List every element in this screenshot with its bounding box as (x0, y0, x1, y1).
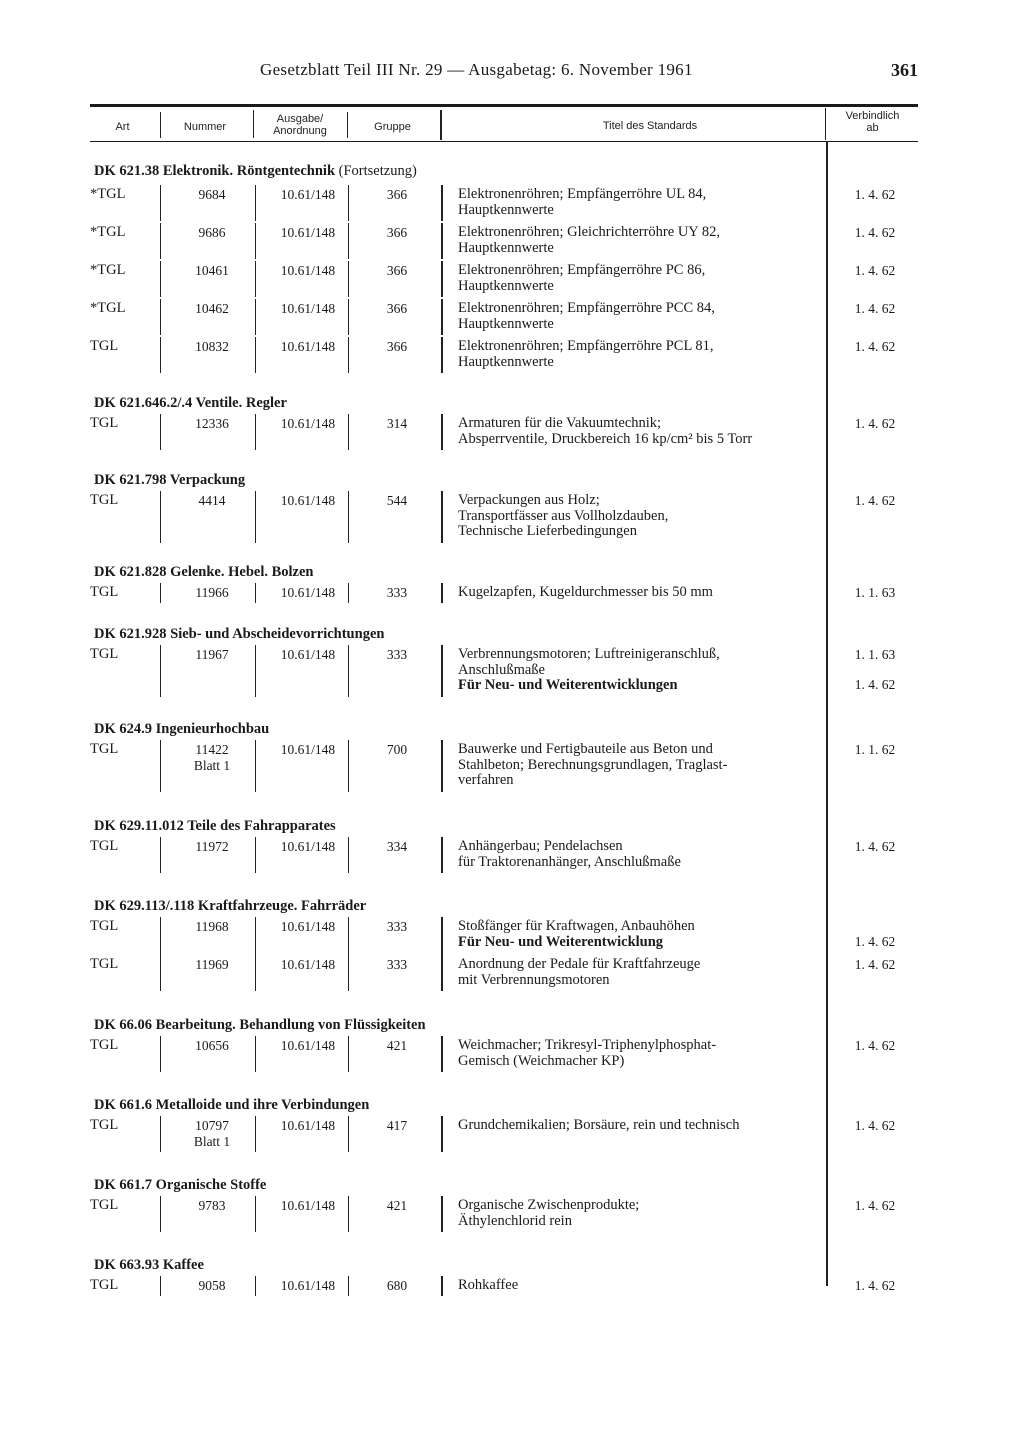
col-header-nummer: Nummer (183, 121, 227, 133)
ausgabe-cell: 10.61/148 (280, 1278, 336, 1293)
art-cell: TGL (90, 1117, 119, 1133)
titel-cell (458, 919, 828, 950)
gruppe-cell: 333 (386, 585, 408, 600)
column-separator (441, 1276, 443, 1296)
column-separator (160, 491, 161, 543)
section-title: DK 621.38 Elektronik. Röntgentechnik (94, 163, 336, 179)
gruppe-cell: 333 (386, 919, 408, 934)
titel-cell (458, 1198, 828, 1229)
column-separator (441, 337, 443, 373)
verbindlich-date: 1. 4. 62 (854, 301, 896, 316)
column-separator (441, 299, 443, 335)
section-heading (90, 1014, 918, 1036)
section-heading (90, 392, 918, 414)
column-separator (441, 261, 443, 297)
titel-line: Armaturen für die Vakuumtechnik; (458, 415, 662, 431)
column-separator (255, 261, 256, 297)
section-heading (90, 469, 918, 491)
column-separator (255, 337, 256, 373)
column-separator (255, 185, 256, 221)
section-heading (90, 561, 918, 583)
gruppe-cell: 366 (386, 301, 408, 316)
column-separator (255, 1116, 256, 1152)
column-separator (441, 1036, 443, 1072)
column-separator (348, 1116, 349, 1152)
art-cell: *TGL (90, 262, 126, 278)
section-title: DK 661.6 Metalloide und ihre Verbindungen (94, 1097, 370, 1113)
standards-section (90, 718, 918, 788)
column-separator (441, 1116, 443, 1152)
titel-cell (458, 1118, 828, 1134)
section-heading (90, 623, 918, 645)
section-title: DK 621.646.2/.4 Ventile. Regler (94, 395, 287, 411)
verbindlich-date: 1. 4. 62 (854, 1038, 896, 1053)
column-separator (160, 1196, 161, 1232)
art-cell: TGL (90, 338, 119, 354)
titel-line: Hauptkennwerte (458, 277, 554, 294)
titel-cell (458, 742, 828, 789)
verbindlich-cell (835, 585, 915, 601)
column-separator (255, 583, 256, 603)
ausgabe-cell: 10.61/148 (280, 187, 336, 202)
nummer-value: 10832 (195, 339, 229, 354)
column-separator (160, 740, 161, 792)
verbindlich-cell (835, 839, 915, 855)
column-separator (348, 491, 349, 543)
ausgabe-cell: 10.61/148 (280, 339, 336, 354)
verbindlich-cell (835, 416, 915, 432)
gruppe-cell: 366 (386, 339, 408, 354)
column-separator (255, 491, 256, 543)
section-title: DK 624.9 Ingenieurhochbau (94, 721, 270, 737)
verbindlich-cell (835, 225, 915, 241)
titel-line: Hauptkennwerte (458, 353, 554, 370)
column-separator (160, 185, 161, 221)
column-separator (160, 645, 161, 697)
column-separator (160, 337, 161, 373)
titel-line: Bauwerke und Fertigbauteile aus Beton und (458, 741, 713, 757)
nummer-value: 9783 (198, 1198, 226, 1213)
column-separator (160, 1036, 161, 1072)
col-header-ausgabe-line1: Ausgabe/ (276, 113, 324, 125)
nummer-cell (162, 1038, 262, 1054)
ausgabe-cell: 10.61/148 (280, 493, 336, 508)
art-cell: TGL (90, 1037, 119, 1053)
verbindlich-date: 1. 4. 62 (854, 416, 896, 431)
column-separator (441, 583, 443, 603)
header-divider (160, 112, 161, 138)
titel-line: Hauptkennwerte (458, 315, 554, 332)
section-heading (90, 1174, 918, 1196)
verbindlich-date: 1. 1. 63 (854, 585, 896, 600)
column-separator (255, 837, 256, 873)
column-separator (348, 740, 349, 792)
verbindlich-date: 1. 4. 62 (854, 1278, 896, 1293)
column-separator (441, 223, 443, 259)
ausgabe-cell: 10.61/148 (280, 263, 336, 278)
verbindlich-date-secondary: 1. 4. 62 (854, 934, 896, 949)
column-separator (160, 414, 161, 450)
verbindlich-date: 1. 4. 62 (854, 225, 896, 240)
column-separator (160, 837, 161, 873)
ausgabe-cell: 10.61/148 (280, 839, 336, 854)
column-separator (160, 1116, 161, 1152)
section-heading (90, 1094, 918, 1116)
verbindlich-date: 1. 1. 62 (854, 742, 896, 757)
column-separator (348, 299, 349, 335)
column-separator (348, 955, 349, 991)
art-cell: TGL (90, 584, 119, 600)
column-separator (348, 414, 349, 450)
titel-line: Absperrventile, Druckbereich 16 kp/cm² bis 5 Torr (458, 430, 753, 447)
column-separator (255, 955, 256, 991)
ausgabe-cell: 10.61/148 (280, 301, 336, 316)
standards-section (90, 623, 918, 693)
verbindlich-date-secondary: 1. 4. 62 (854, 676, 896, 692)
art-cell: TGL (90, 415, 119, 431)
gruppe-cell: 333 (386, 647, 408, 662)
column-separator (348, 1036, 349, 1072)
column-separator (441, 837, 443, 873)
column-separator (441, 645, 443, 697)
gruppe-cell: 700 (386, 742, 408, 757)
section-note: (Fortsetzung) (338, 163, 417, 179)
column-separator (255, 1276, 256, 1296)
titel-line: Anhängerbau; Pendelachsen (458, 838, 623, 854)
titel-cell (458, 187, 828, 218)
column-separator (160, 955, 161, 991)
section-heading (90, 160, 918, 182)
titel-cell (458, 416, 828, 447)
ausgabe-cell: 10.61/148 (280, 1038, 336, 1053)
art-cell: TGL (90, 918, 119, 934)
titel-line: Elektronenröhren; Empfängerröhre PC 86, (458, 262, 706, 278)
column-separator (348, 185, 349, 221)
titel-line: Anordnung der Pedale für Kraftfahrzeuge (458, 956, 701, 972)
column-separator (348, 223, 349, 259)
nummer-value: 11966 (195, 585, 229, 600)
titel-line: Hauptkennwerte (458, 201, 554, 218)
section-title: DK 629.113/.118 Kraftfahrzeuge. Fahrräder (94, 898, 367, 914)
column-separator (348, 583, 349, 603)
col-header-art: Art (115, 121, 130, 133)
column-separator (255, 1196, 256, 1232)
art-cell: TGL (90, 741, 119, 757)
titel-line: Weichmacher; Trikresyl-Triphenylphosphat- (458, 1037, 717, 1053)
column-separator (348, 1276, 349, 1296)
nummer-value: 11422 (195, 742, 229, 757)
section-title: DK 621.928 Sieb- und Abscheidevorrichtungen (94, 626, 385, 642)
nummer-value: 10461 (195, 263, 229, 278)
nummer-value: 11969 (195, 957, 229, 972)
section-title: DK 621.828 Gelenke. Hebel. Bolzen (94, 564, 314, 580)
verbindlich-cell (835, 263, 915, 279)
column-separator (441, 414, 443, 450)
column-separator (255, 740, 256, 792)
nummer-value: 12336 (195, 416, 229, 431)
verbindlich-date: 1. 4. 62 (854, 839, 896, 854)
titel-cell (458, 839, 828, 870)
titel-line: Elektronenröhren; Empfängerröhre PCC 84, (458, 300, 715, 316)
column-separator (348, 1196, 349, 1232)
column-separator (255, 645, 256, 697)
verbindlich-cell (835, 493, 915, 509)
column-separator (160, 299, 161, 335)
column-separator (160, 223, 161, 259)
verbindlich-cell (835, 301, 915, 317)
verbindlich-cell (835, 187, 915, 203)
column-separator (255, 223, 256, 259)
col-header-ausgabe-line2: Anordnung (273, 125, 327, 137)
ausgabe-cell: 10.61/148 (280, 742, 336, 757)
col-header-verbindlich (830, 110, 915, 134)
nummer-cell (162, 585, 262, 601)
nummer-cell (162, 647, 262, 663)
nummer-value: 9058 (198, 1278, 226, 1293)
art-cell: TGL (90, 838, 119, 854)
titel-cell (458, 225, 828, 256)
header-divider (253, 110, 254, 138)
titel-note-bold: Für Neu- und Weiterentwicklungen (458, 677, 678, 693)
verbindlich-cell (835, 1038, 915, 1054)
standards-section (90, 1174, 918, 1229)
gruppe-cell: 333 (386, 957, 408, 972)
nummer-cell (162, 839, 262, 855)
art-cell: *TGL (90, 300, 126, 316)
titel-line: mit Verbrennungsmotoren (458, 971, 610, 988)
nummer-value: 10462 (195, 301, 229, 316)
section-heading (90, 718, 918, 740)
ausgabe-cell: 10.61/148 (280, 1118, 336, 1133)
titel-line: Elektronenröhren; Empfängerröhre UL 84, (458, 186, 707, 202)
titel-line: Stoßfänger für Kraftwagen, Anbauhöhen (458, 918, 695, 934)
nummer-cell (162, 493, 262, 509)
art-cell: TGL (90, 646, 119, 662)
nummer-cell (162, 301, 262, 317)
column-separator (441, 740, 443, 792)
column-separator (160, 1276, 161, 1296)
header-divider (440, 110, 442, 140)
titel-cell (458, 957, 828, 988)
nummer-value: 11967 (195, 647, 229, 662)
column-separator (348, 337, 349, 373)
nummer-cell (162, 187, 262, 203)
titel-cell (458, 647, 828, 694)
verbindlich-cell (835, 1198, 915, 1214)
gruppe-cell: 417 (386, 1118, 408, 1133)
titel-line: Kugelzapfen, Kugeldurchmesser bis 50 mm (458, 584, 713, 600)
verbindlich-cell (835, 339, 915, 355)
nummer-value: 9686 (198, 225, 226, 240)
titel-line: Gemisch (Weichmacher KP) (458, 1052, 625, 1069)
standards-section (90, 815, 918, 870)
art-cell: *TGL (90, 224, 126, 240)
art-cell: *TGL (90, 186, 126, 202)
standards-section (90, 1014, 918, 1069)
verbindlich-date: 1. 4. 62 (854, 493, 896, 508)
nummer-cell (162, 957, 262, 973)
titel-line: Elektronenröhren; Gleichrichterröhre UY 82, (458, 224, 720, 240)
nummer-suffix: Blatt 1 (193, 1133, 231, 1149)
nummer-value: 11968 (195, 919, 229, 934)
verbindlich-cell (835, 919, 915, 950)
ausgabe-cell: 10.61/148 (280, 1198, 336, 1213)
nummer-cell (162, 919, 262, 935)
ausgabe-cell: 10.61/148 (280, 416, 336, 431)
nummer-cell (162, 416, 262, 432)
verbindlich-cell (835, 1278, 915, 1294)
verbindlich-cell (835, 647, 915, 692)
ausgabe-cell: 10.61/148 (280, 919, 336, 934)
titel-cell (458, 1038, 828, 1069)
ausgabe-cell: 10.61/148 (280, 225, 336, 240)
column-separator (160, 261, 161, 297)
standards-section (90, 1094, 918, 1149)
section-heading (90, 815, 918, 837)
titel-cell (458, 301, 828, 332)
standards-section (90, 1254, 918, 1293)
section-title: DK 66.06 Bearbeitung. Behandlung von Flüssigkeiten (94, 1017, 426, 1033)
nummer-cell (162, 263, 262, 279)
nummer-value: 10797 (195, 1118, 229, 1133)
art-cell: TGL (90, 1197, 119, 1213)
header-rule (90, 104, 918, 107)
titel-note-bold: Für Neu- und Weiterentwicklung (458, 933, 664, 950)
ausgabe-cell: 10.61/148 (280, 647, 336, 662)
header-divider (347, 112, 348, 138)
column-separator (441, 955, 443, 991)
nummer-value: 4414 (198, 493, 226, 508)
verbindlich-date: 1. 1. 63 (854, 647, 896, 662)
titel-line: für Traktorenanhänger, Anschlußmaße (458, 853, 681, 870)
nummer-cell (162, 225, 262, 241)
column-separator (160, 583, 161, 603)
art-cell: TGL (90, 956, 119, 972)
column-separator (441, 491, 443, 543)
titel-line: Grundchemikalien; Borsäure, rein und technisch (458, 1117, 740, 1133)
column-separator (255, 1036, 256, 1072)
col-header-ausgabe (255, 113, 345, 137)
page-header (90, 60, 918, 86)
section-title: DK 663.93 Kaffee (94, 1257, 204, 1273)
ausgabe-cell: 10.61/148 (280, 957, 336, 972)
titel-line: verfahren (458, 772, 514, 788)
gruppe-cell: 334 (386, 839, 408, 854)
section-heading (90, 1254, 918, 1276)
section-heading (90, 895, 918, 917)
gruppe-cell: 314 (386, 416, 408, 431)
verbindlich-date: 1. 4. 62 (854, 1118, 896, 1133)
titel-line: Äthylenchlorid rein (458, 1212, 572, 1229)
titel-line: Hauptkennwerte (458, 239, 554, 256)
titel-line: Stahlbeton; Berechnungsgrundlagen, Traglast- (458, 756, 728, 773)
column-separator (348, 261, 349, 297)
titel-cell (458, 1278, 828, 1294)
column-separator (255, 299, 256, 335)
gruppe-cell: 366 (386, 187, 408, 202)
nummer-value: 10656 (195, 1038, 229, 1053)
section-title: DK 629.11.012 Teile des Fahrapparates (94, 818, 336, 834)
verbindlich-cell (835, 742, 915, 758)
col-header-gruppe: Gruppe (374, 121, 411, 133)
section-title: DK 621.798 Verpackung (94, 472, 246, 488)
page-number: 361 (891, 60, 918, 80)
titel-cell (458, 585, 828, 601)
verbindlich-cell (835, 1118, 915, 1134)
titel-line: Verbrennungsmotoren; Luftreinigeranschluß, (458, 646, 720, 662)
gruppe-cell: 366 (386, 225, 408, 240)
titel-cell (458, 263, 828, 294)
art-cell: TGL (90, 492, 119, 508)
standards-section (90, 392, 918, 447)
gruppe-cell: 544 (386, 493, 408, 508)
ausgabe-cell: 10.61/148 (280, 585, 336, 600)
verbindlich-date: 1. 4. 62 (854, 339, 896, 354)
titel-line: Technische Lieferbedingungen (458, 523, 637, 539)
nummer-cell (162, 1198, 262, 1214)
column-separator (348, 645, 349, 697)
titel-line: Organische Zwischenprodukte; (458, 1197, 640, 1213)
col-header-titel: Titel des Standards (602, 120, 698, 132)
nummer-cell (162, 1118, 262, 1149)
column-separator (348, 837, 349, 873)
standards-section (90, 895, 918, 988)
header-divider (825, 108, 826, 140)
gruppe-cell: 421 (386, 1198, 408, 1213)
gruppe-cell: 366 (386, 263, 408, 278)
nummer-cell (162, 742, 262, 773)
nummer-cell (162, 1278, 262, 1294)
col-header-verbindlich-line1: Verbindlich (845, 110, 900, 122)
standards-section (90, 561, 918, 600)
gruppe-cell: 680 (386, 1278, 408, 1293)
titel-line: Elektronenröhren; Empfängerröhre PCL 81, (458, 338, 714, 354)
titel-line: Transportfässer aus Vollholzdauben, (458, 507, 669, 524)
column-separator (255, 414, 256, 450)
verbindlich-date: 1. 4. 62 (854, 187, 896, 202)
verbindlich-date: 1. 4. 62 (854, 957, 896, 972)
standards-section (90, 469, 918, 539)
section-title: DK 661.7 Organische Stoffe (94, 1177, 267, 1193)
verbindlich-date: 1. 4. 62 (854, 263, 896, 278)
verbindlich-date: 1. 4. 62 (854, 1198, 896, 1213)
col-header-verbindlich-line2: ab (866, 122, 879, 134)
titel-line: Verpackungen aus Holz; (458, 492, 600, 508)
nummer-value: 9684 (198, 187, 226, 202)
nummer-value: 11972 (195, 839, 229, 854)
column-header-rule (90, 141, 918, 142)
nummer-cell (162, 339, 262, 355)
column-separator (441, 185, 443, 221)
titel-line: Anschlußmaße (458, 661, 545, 678)
titel-line: Rohkaffee (458, 1277, 519, 1293)
standards-section (90, 160, 918, 370)
titel-cell (458, 493, 828, 540)
column-separator (441, 1196, 443, 1232)
gruppe-cell: 421 (386, 1038, 408, 1053)
nummer-suffix: Blatt 1 (193, 757, 231, 773)
verbindlich-cell (835, 957, 915, 973)
art-cell: TGL (90, 1277, 119, 1293)
gazette-title: Gesetzblatt Teil III Nr. 29 — Ausgabetag: 6. November 1961 (260, 60, 693, 79)
titel-cell (458, 339, 828, 370)
